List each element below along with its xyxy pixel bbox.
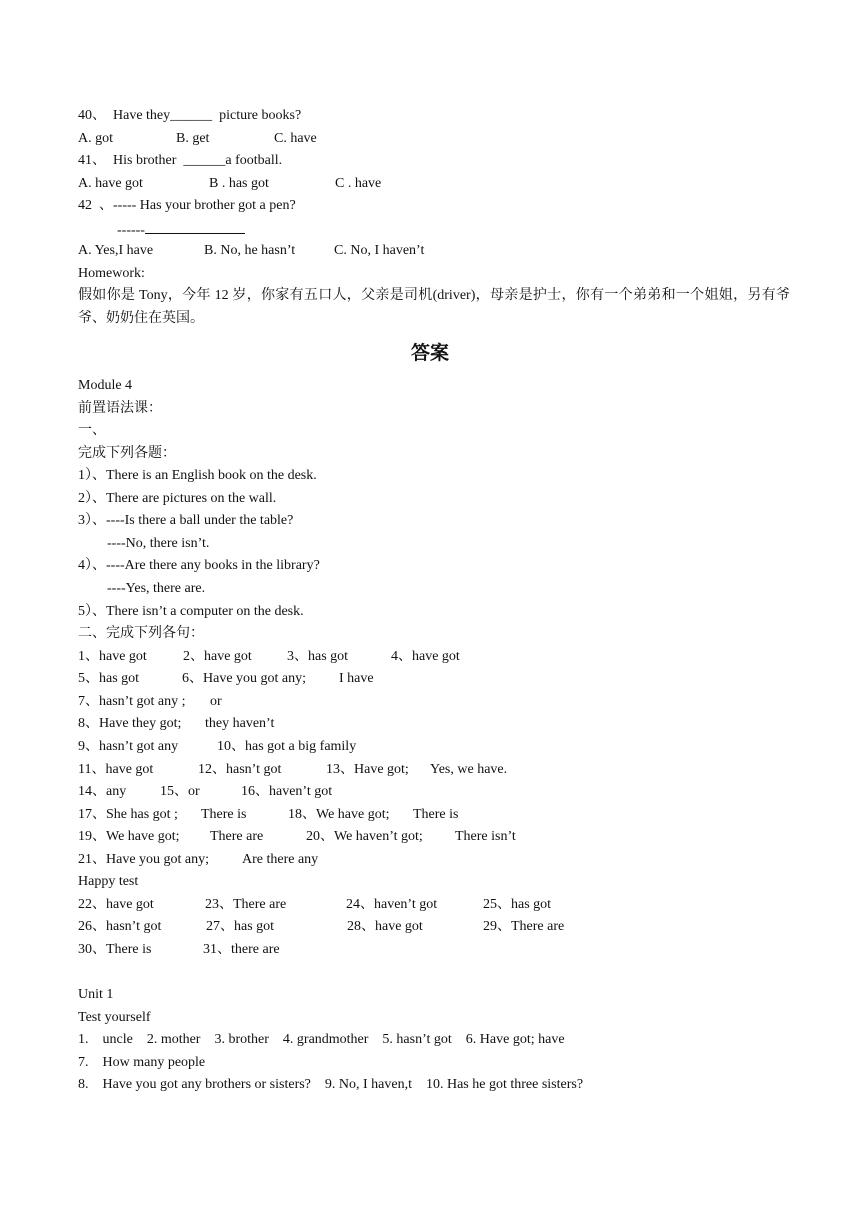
answer-item: 30、There is [78,942,152,957]
answer-blank [145,220,245,234]
module-title: Module 4 [78,378,133,393]
answer-item: 19、We have got; [78,829,180,844]
answer-item: 3、has got [287,649,349,664]
answer-item: 23、There are [205,897,287,912]
homework-label: Homework: [78,266,145,281]
part1-item: 1）、There is an English book on the desk. [78,468,317,483]
answer-item: 31、there are [203,942,280,957]
answer-item: There isn’t [455,829,516,844]
answer-item: There are [210,829,264,844]
part1-label: 一、 [78,423,106,438]
answer-item: There is [413,807,459,822]
answer-item: 14、any [78,784,127,799]
happy-test-label: Happy test [78,874,139,889]
answer-item: 8、Have they got; [78,716,182,731]
answer-item: 28、have got [347,919,423,934]
part1-task: 完成下列各题： [78,446,176,461]
answer-item: 13、Have got; [326,762,409,777]
question-42: 42 、----- Has your brother got a pen? [78,198,296,213]
q41-option-b: B . has got [209,176,269,191]
answer-item: 1、have got [78,649,147,664]
answer-item: 25、has got [483,897,552,912]
answer-item: 9、hasn’t got any [78,739,179,754]
q42-option-c: C. No, I haven’t [334,243,425,258]
answer-item: 10、has got a big family [217,739,357,754]
q42-option-b: B. No, he hasn’t [204,243,296,258]
answer-item: 2、have got [183,649,252,664]
q42-reply-prefix: ------ [117,223,145,238]
answer-item: they haven’t [205,716,275,731]
answer-item: 18、We have got; [288,807,390,822]
part1-item: 2）、There are pictures on the wall. [78,491,277,506]
unit-answer-line: 7. How many people [78,1055,206,1070]
answer-item: 11、have got [78,762,154,777]
q40-option-a: A. got [78,131,113,146]
q40-option-b: B. get [176,131,210,146]
part1-item: 4）、----Are there any books in the library? [78,558,320,573]
part1-item: 5）、There isn’t a computer on the desk. [78,604,304,619]
answer-item: 20、We haven’t got; [306,829,423,844]
answer-item: 17、She has got ; [78,807,178,822]
answer-item: Yes, we have. [430,762,508,777]
q40-option-c: C. have [274,131,317,146]
answer-item: Are there any [242,852,319,867]
answer-item: I have [339,671,374,686]
q42-reply-line [117,220,245,240]
q41-option-c: C . have [335,176,382,191]
homework-text: 假如你是 Tony，今年 12 岁，你家有五口人，父亲是司机(driver)，母亲是护士，你有一个弟弟和一个姐姐，另有爷爷、奶奶住在英国。 [78,288,790,326]
answer-item: 12、hasn’t got [198,762,282,777]
answer-item: 15、or [160,784,200,799]
answer-item: 4、have got [391,649,460,664]
test-yourself-label: Test yourself [78,1010,151,1025]
answer-item: 22、have got [78,897,154,912]
part1-item: ----No, there isn’t. [107,536,210,551]
part1-item: 3）、----Is there a ball under the table? [78,513,294,528]
question-41: 41、 His brother ______a football. [78,153,283,168]
answer-item: 29、There are [483,919,565,934]
answer-item: 27、has got [206,919,275,934]
unit-answer-line: 8. Have you got any brothers or sisters? 9. No, I haven,t 10. Has he got three sisters? [78,1077,584,1092]
q42-option-a: A. Yes,I have [78,243,154,258]
answer-item: 6、Have you got any; [182,671,307,686]
q41-option-a: A. have got [78,176,143,191]
answer-item: 5、has got [78,671,140,686]
answer-item: 24、haven’t got [346,897,438,912]
answer-item: There is [201,807,247,822]
answer-item: 26、hasn’t got [78,919,162,934]
unit-title: Unit 1 [78,987,114,1002]
question-40: 40、 Have they______ picture books? [78,108,302,123]
answer-item: 16、haven’t got [241,784,333,799]
answer-item: or [210,694,222,709]
unit-answer-line: 1. uncle 2. mother 3. brother 4. grandmother 5. hasn’t got 6. Have got; have [78,1032,565,1047]
answer-item: 7、hasn’t got any ; [78,694,186,709]
answer-item: 21、Have you got any; [78,852,210,867]
part2-label: 二、完成下列各句： [78,626,204,641]
part1-item: ----Yes, there are. [107,581,206,596]
grammar-label: 前置语法课： [78,401,162,416]
answers-title: 答案 [410,342,449,364]
